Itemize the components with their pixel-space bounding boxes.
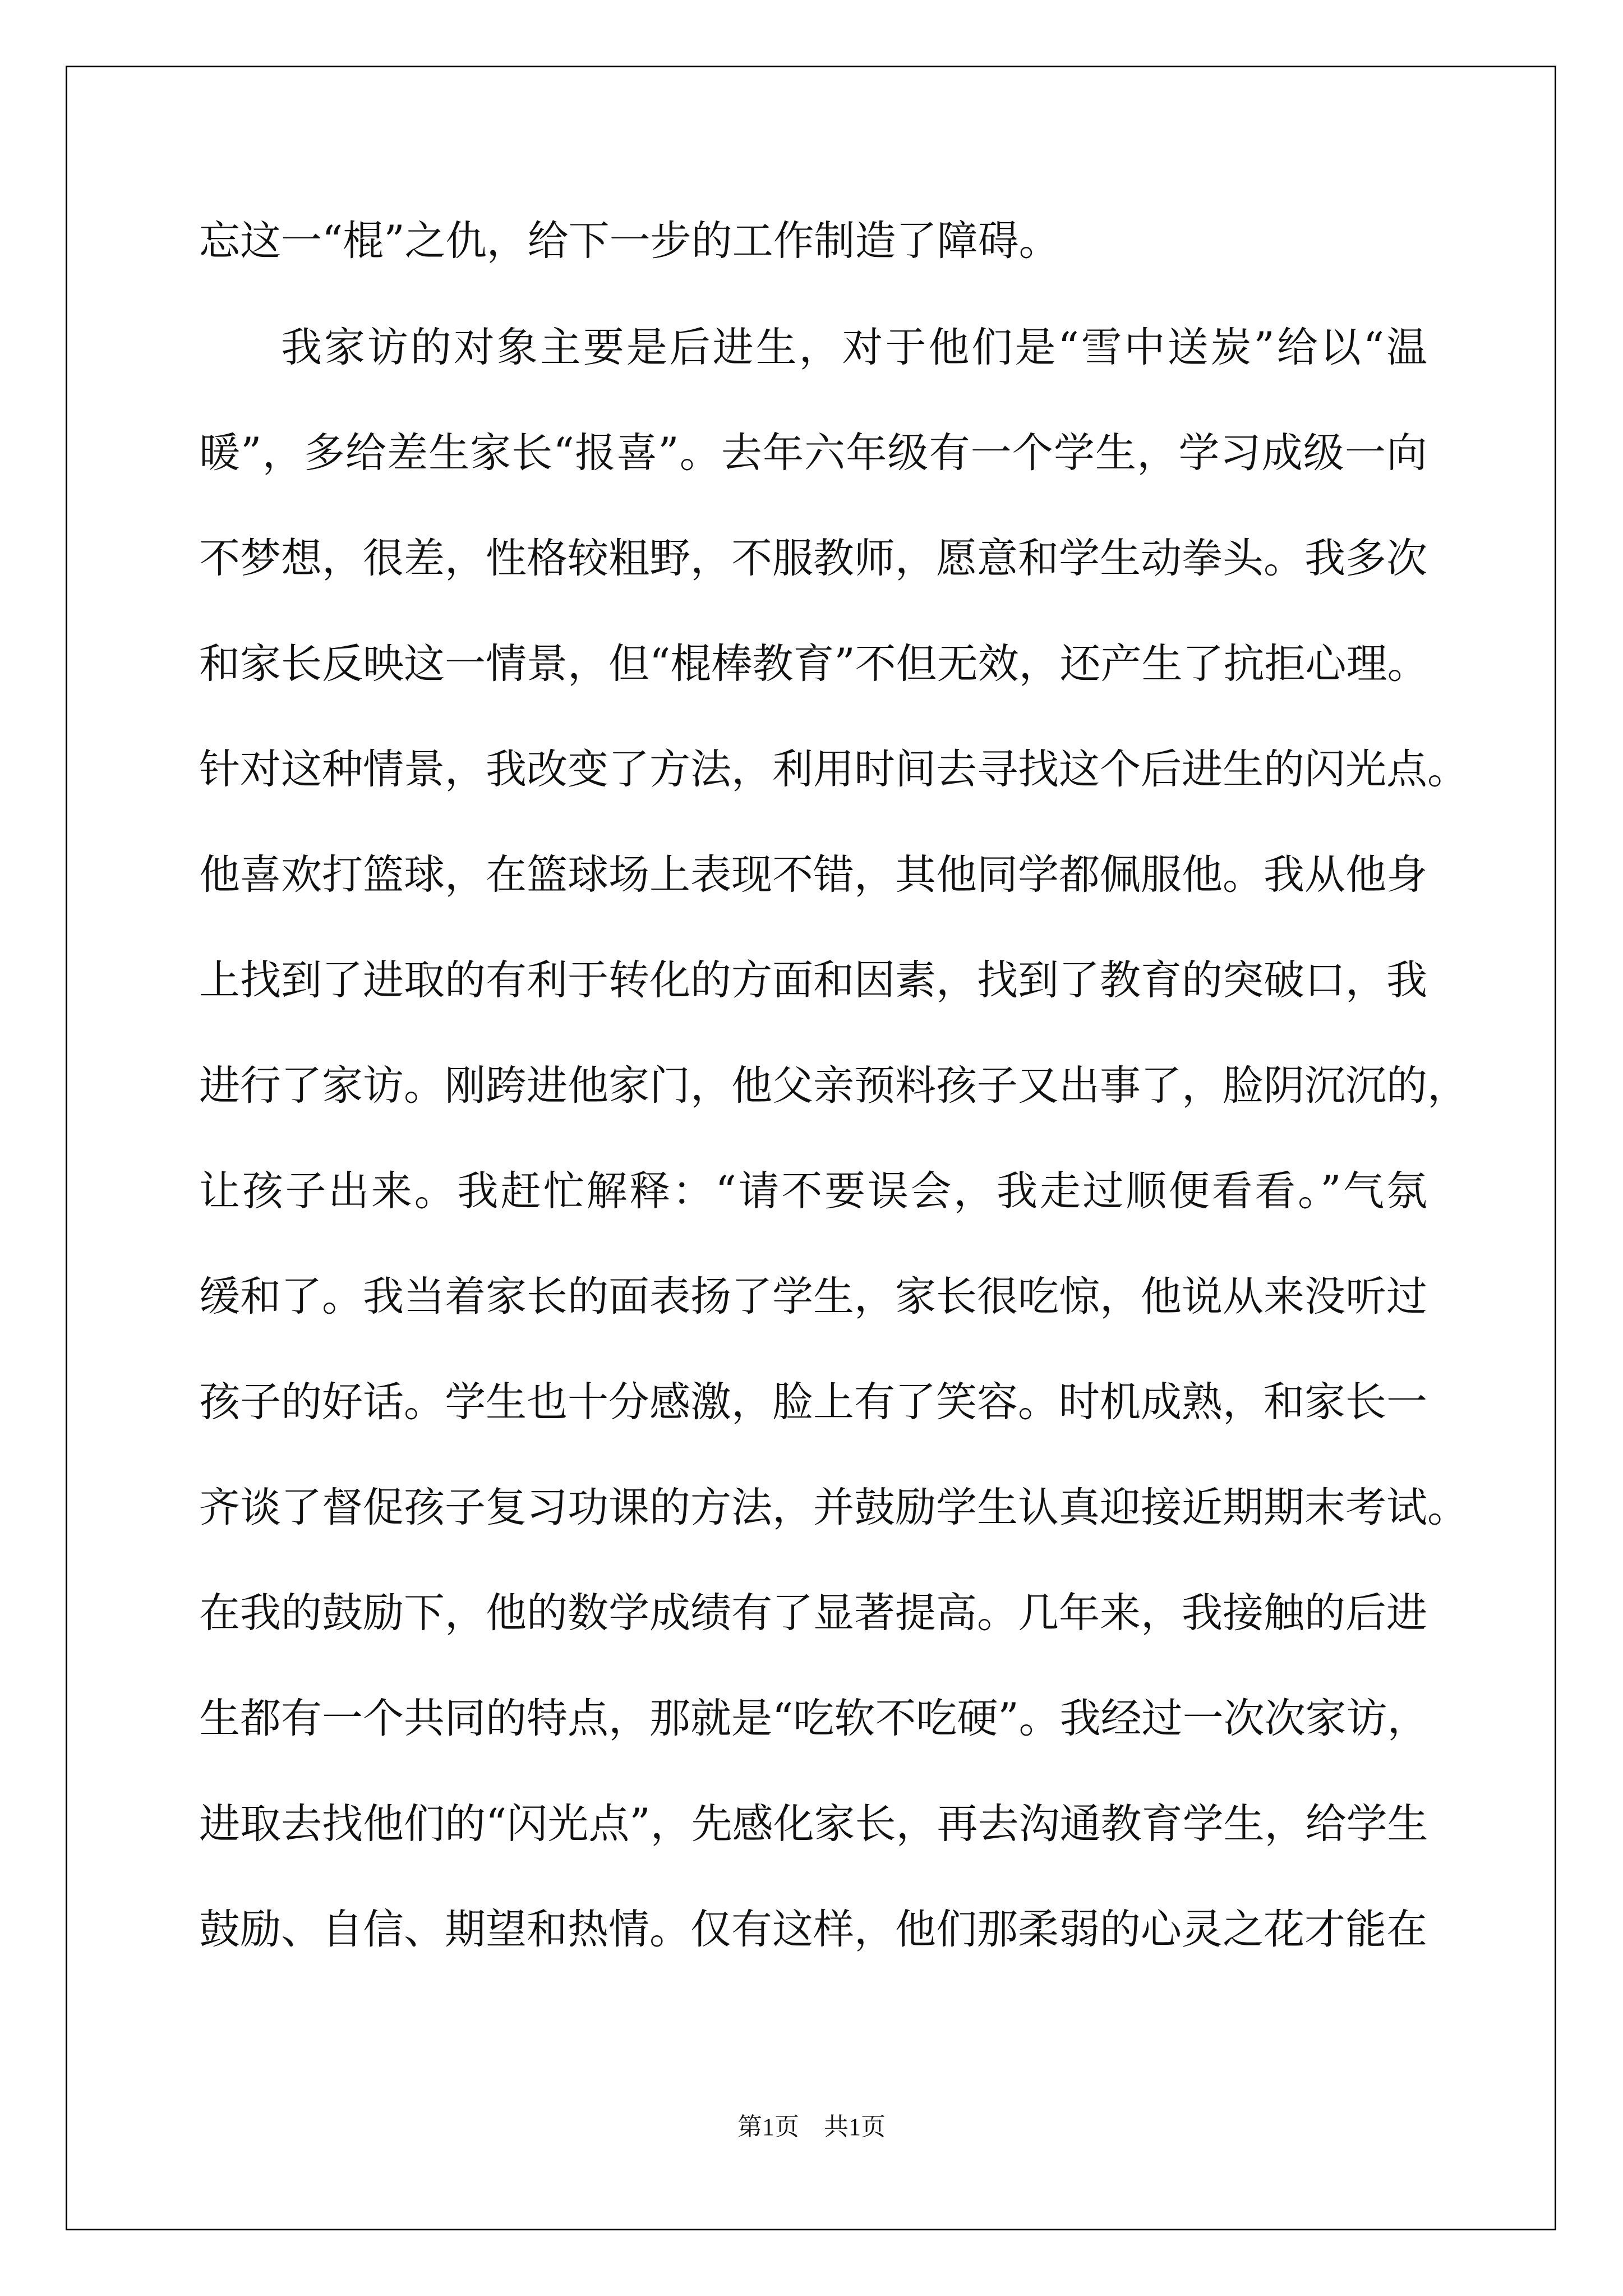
text-line: 不梦想，很差，性格较粗野，不服教师，愿意和学生动拳头。我多次	[199, 535, 1427, 582]
text-line: 进取去找他们的“闪光点”，先感化家长，再去沟通教育学生，给学生	[199, 1800, 1428, 1848]
paragraph-first-line: 我家访的对象主要是后进生，对于他们是“雪中送炭”给以“温	[281, 324, 1427, 371]
text-line: 上找到了进取的有利于转化的方面和因素，找到了教育的突破口，我	[199, 956, 1427, 1004]
text-line: 忘这一“棍”之仇，给下一步的工作制造了障碍。	[199, 217, 1060, 265]
page-total: 共1页	[824, 2113, 886, 2141]
text-line: 和家长反映这一情景，但“棍棒教育”不但无效，还产生了抗拒心理。	[199, 640, 1428, 688]
text-line: 暖”，多给差生家长“报喜”。去年六年级有一个学生，学习成级一向	[199, 429, 1427, 477]
text-line: 生都有一个共同的特点，那就是“吃软不吃硬”。我经过一次次家访，	[199, 1695, 1428, 1742]
text-line: 缓和了。我当着家长的面表扬了学生，家长很吃惊，他说从来没听过	[199, 1273, 1427, 1320]
text-line: 针对这种情景，我改变了方法，利用时间去寻找这个后进生的闪光点。	[199, 746, 1468, 793]
text-line: 他喜欢打篮球，在篮球场上表现不错，其他同学都佩服他。我从他身	[199, 851, 1427, 899]
text-line: 让孩子出来。我赶忙解释：“请不要误会，我走过顺便看看。”气氛	[199, 1167, 1427, 1215]
text-line: 进行了家访。刚跨进他家门，他父亲预料孩子又出事了，脸阴沉沉的，	[199, 1062, 1468, 1110]
text-line: 齐谈了督促孩子复习功课的方法，并鼓励学生认真迎接近期期末考试。	[199, 1484, 1468, 1531]
page-number: 第1页	[737, 2113, 799, 2141]
page-footer	[0, 2106, 1623, 2142]
text-line: 孩子的好话。学生也十分感激，脸上有了笑容。时机成熟，和家长一	[199, 1378, 1427, 1426]
text-line: 鼓励、自信、期望和热情。仅有这样，他们那柔弱的心灵之花才能在	[199, 1906, 1427, 1953]
text-line: 在我的鼓励下，他的数学成绩有了显著提高。几年来，我接触的后进	[199, 1589, 1427, 1637]
